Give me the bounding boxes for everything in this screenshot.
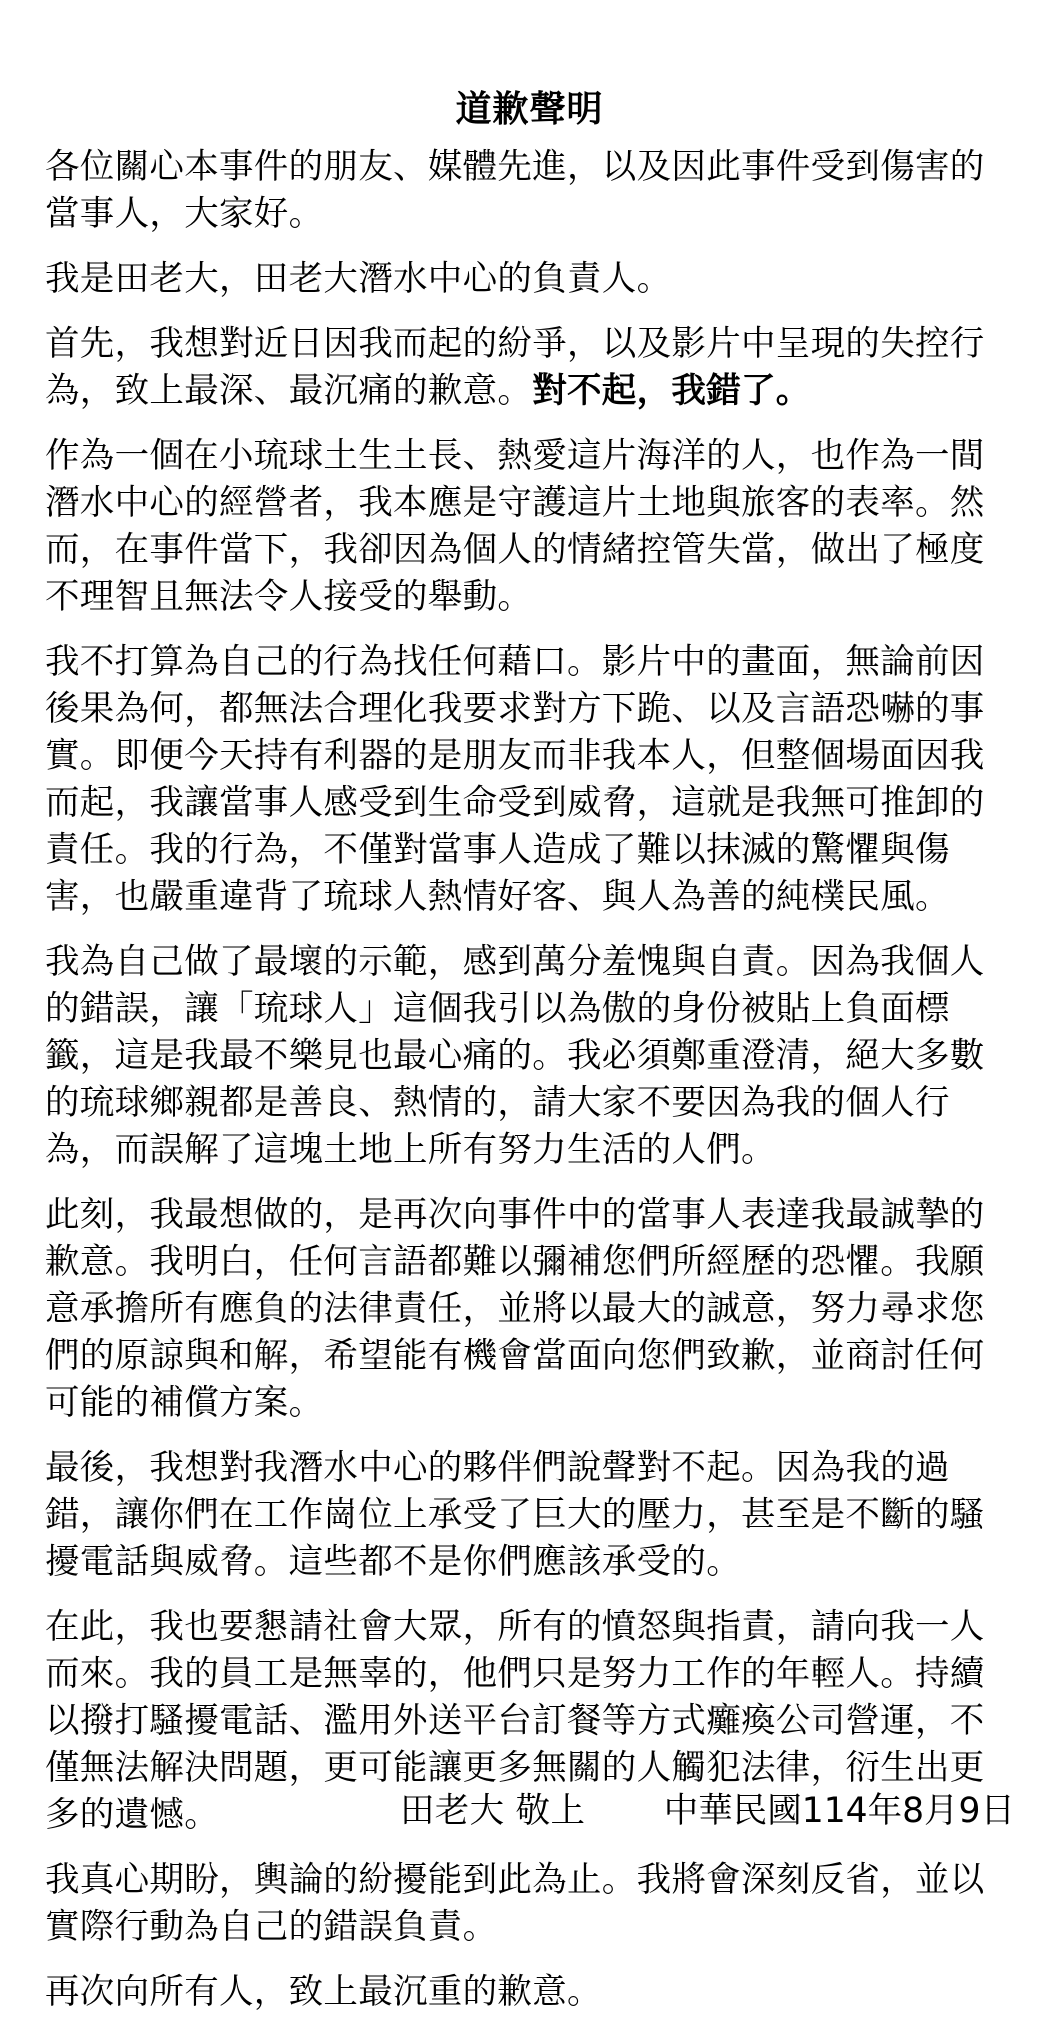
apology-text: 首先，我想對近日因我而起的紛爭，以及影片中呈現的失控行 為，致上最深、最沉痛的歉意。	[45, 324, 985, 411]
paragraph-appeal-to-public: 在此，我也要懇請社會大眾，所有的憤怒與指責，請向我一人 而來。我的員工是無辜的，他們只是努力工作的年輕人。持續 以撥打騷擾電話、濫用外送平台訂餐等方式癱瘓公司營運，不 僅無法解決問題，更可能讓更多無關的人觸犯法律，衍生出更 多的遺憾。	[45, 1607, 985, 1835]
apology-bold-text: 對不起，我錯了。	[532, 371, 811, 411]
paragraph-apology-to-victims: 此刻，我最想做的，是再次向事件中的當事人表達我最誠摯的 歉意。我明白，任何言語都難以彌補您們所經歷的恐懼。我願 意承擔所有應負的法律責任，並將以最大的誠意，努力尋求您 們的原諒與和解，希望能有機會當面向您們致歉，並商討任何 可能的補償方案。	[45, 1195, 985, 1423]
paragraph-no-excuses: 我不打算為自己的行為找任何藉口。影片中的畫面，無論前因 後果為何，都無法合理化我要求對方下跪、以及言語恐嚇的事 實。即便今天持有利器的是朋友而非我本人，但整個場面因我 而起，我讓當事人感受到生命受到威脅，這就是我無可推卸的 責任。我的行為，不僅對當事人造成了難以抹滅的驚懼與傷 害，也嚴重違背了琉球人熱情好客、與人為善的純樸民風。	[45, 642, 985, 917]
paragraph-responsibility: 作為一個在小琉球土生土長、熱愛這片海洋的人，也作為一間 潛水中心的經營者，我本應是守護這片土地與旅客的表率。然 而，在事件當下，我卻因為個人的情緒控管失當，做出了極度 不理智且無法令人接受的舉動。	[45, 436, 985, 617]
paragraph-greeting: 各位關心本事件的朋友、媒體先進，以及因此事件受到傷害的 當事人，大家好。	[45, 147, 985, 234]
document-title: 道歉聲明	[455, 89, 604, 130]
signature-name: 田老大 敬上	[400, 1791, 586, 1831]
paragraph-shame: 我為自己做了最壞的示範，感到萬分羞愧與自責。因為我個人 的錯誤，讓「琉球人」這個我引以為傲的身份被貼上負面標 籤，這是我最不樂見也最心痛的。我必須鄭重澄清，絕大多數 的琉球鄉親都是善良、熱情的，請大家不要因為我的個人行 為，而誤解了這塊土地上所有努力生活的人們。	[45, 942, 985, 1170]
document-body	[45, 144, 1020, 2034]
paragraph-introduction: 我是田老大，田老大潛水中心的負責人。	[45, 259, 672, 299]
paragraph-hope: 我真心期盼，輿論的紛擾能到此為止。我將會深刻反省，並以 實際行動為自己的錯誤負責。	[45, 1860, 985, 1947]
signature-line	[0, 1788, 1059, 1838]
signature-date: 中華民國114年8月9日	[663, 1791, 1015, 1831]
paragraph-closing: 再次向所有人，致上最沉重的歉意。	[45, 1972, 602, 2012]
paragraph-apology	[45, 321, 1020, 415]
paragraph-apology-to-staff: 最後，我想對我潛水中心的夥伴們說聲對不起。因為我的過 錯，讓你們在工作崗位上承受了巨大的壓力，甚至是不斷的騷 擾電話與威脅。這些都不是你們應該承受的。	[45, 1448, 985, 1582]
